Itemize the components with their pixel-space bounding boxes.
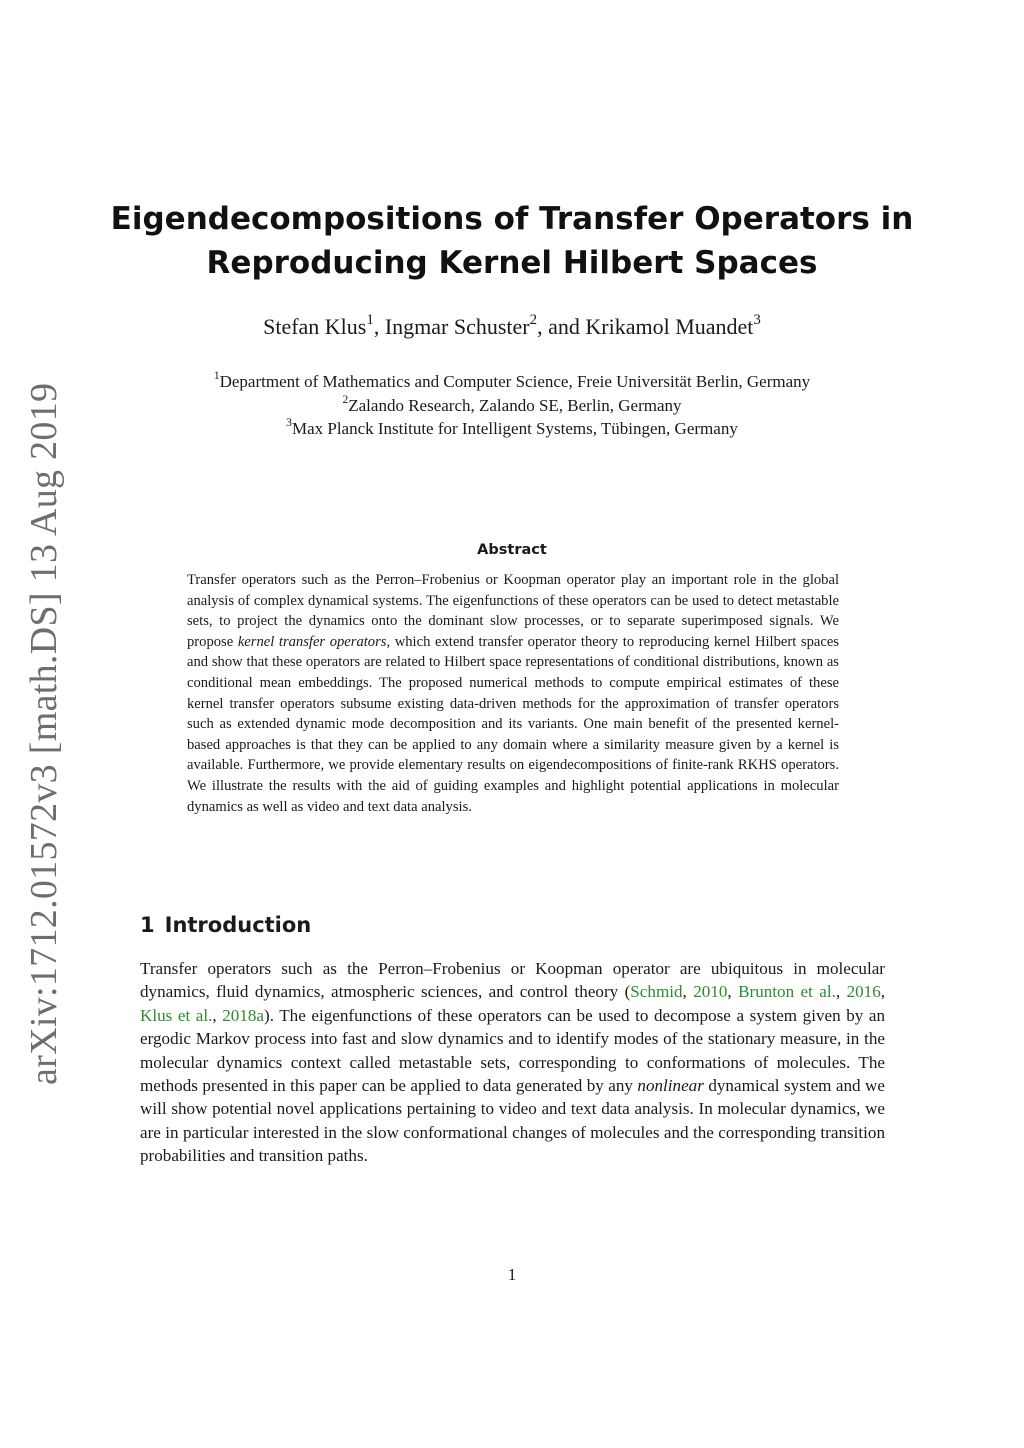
author-name: Krikamol Muandet [585,314,754,339]
citation-year-link[interactable]: 2010 [693,982,728,1002]
intro-text: , [682,982,694,1002]
affiliation-text: Zalando Research, Zalando SE, Berlin, Germany [348,395,682,415]
affiliation-text: Department of Mathematics and Computer Science, Freie Universität Berlin, Germany [219,372,811,391]
author-affiliation-mark: 1 [366,312,374,329]
author-separator: , and [537,314,586,339]
citation-link-klus[interactable]: Klus et al. [140,1005,213,1025]
section-number: 1 [140,913,155,937]
affiliation-text: Max Planck Institute for Intelligent Systems, Tübingen, Germany [291,419,738,438]
abstract-heading: Abstract [477,542,547,558]
citation-year-link[interactable]: 2016 [846,982,881,1002]
paper-title: Eigendecompositions of Transfer Operators in Reproducing Kernel Hilbert Spaces [110,201,914,281]
intro-text: ). The eigenfunctions of these operators can be used to decompose a system given by an ergodic Markov process into fast and slow dynamics and to identify modes of the stationary measure, in the molecular dynamics context called metastable sets, corresponding to conformations of molecules. The methods presented in this paper can be applied to data generated by any [140,1005,885,1096]
introduction-paragraph [140,957,885,1168]
author-name: Ingmar Schuster [384,314,530,339]
intro-text: , [212,1005,223,1025]
abstract-text: , which extend transfer operator theory to reproducing kernel Hilbert spaces and show that these operators are related to Hilbert space representations of conditional distributions, known as conditional mean embeddings. The proposed numerical methods to compute empirical estimates of these kernel transfer operators subsume existing data-driven methods for the approximation of transfer operators such as extended dynamic mode decomposition and its variants. One main benefit of the presented kernel-based approaches is that they can be applied to any domain where a similarity measure given by a kernel is available. Furthermore, we provide elementary results on eigendecompositions of finite-rank RKHS operators. We illustrate the results with the aid of guiding examples and highlight potential applications in molecular dynamics as well as video and text data analysis. [187,633,839,815]
citation-year-link[interactable]: 2018a [222,1005,264,1025]
author-separator: , [373,314,385,339]
affiliation-mark: 2 [342,392,349,406]
intro-text: , [835,982,847,1002]
affiliation-mark: 1 [213,369,220,383]
citation-link-brunton[interactable]: Brunton et al. [738,982,836,1002]
abstract-emphasis: kernel transfer operators [237,633,387,650]
affiliation-line [100,417,924,441]
affiliation-line [100,370,924,394]
page-number: 1 [507,1265,517,1284]
affiliation-mark: 3 [286,416,292,430]
intro-text: dynamical system and we will show potential novel applications pertaining to video and text data analysis. In molecular dynamics, we are in particular interested in the slow conformational changes of molecules and the corresponding transition probabilities and transition paths. [140,1076,885,1166]
author-name: Stefan Klus [263,314,367,339]
affiliation-line [100,394,924,418]
author-list [100,312,924,342]
intro-text: , [727,982,739,1002]
intro-emphasis: nonlinear [637,1076,704,1096]
author-affiliation-mark: 3 [753,312,761,329]
section-heading [140,910,311,940]
section-title: Introduction [164,913,312,937]
arxiv-identifier-stamp: arXiv:1712.01572v3 [math.DS] 13 Aug 2019 [23,382,65,1085]
citation-link-schmid[interactable]: Schmid [630,982,683,1002]
abstract-body [187,570,839,817]
intro-text: , [880,982,886,1002]
affiliation-list [100,370,924,441]
author-affiliation-mark: 2 [529,312,538,329]
abstract-text: Transfer operators such as the Perron–Frobenius or Koopman operator play an important role in the global analysis of complex dynamical systems. The eigenfunctions of these operators can be used to detect metastable sets, to project the dynamics onto the dominant slow processes, or to separate superimposed signals. We propose [187,572,839,650]
intro-text: Transfer operators such as the Perron–Frobenius or Koopman operator are ubiquitous in molecular dynamics, fluid dynamics, atmospheric sciences, and control theory ( [140,959,885,1002]
